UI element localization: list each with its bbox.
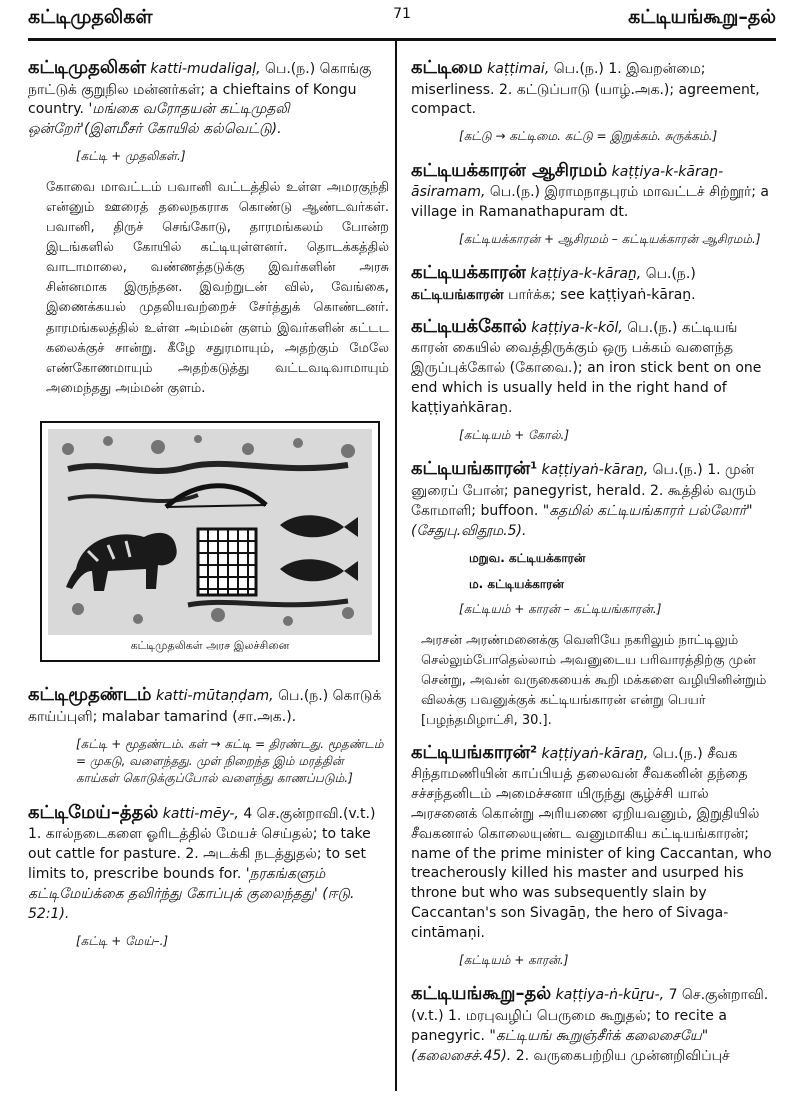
- headword: கட்டியங்காரன்: [411, 741, 531, 763]
- right-column: [397, 41, 776, 1091]
- synonym-line: மறுவ. கட்டியக்காரன்: [469, 551, 586, 566]
- etymology: [கட்டி + மூதண்டம். கள் → கட்டி = திரண்டது. மூதண்டம் = முகடு, வளைந்தது. முள் நிறைந்த இம் மரத்தின் காய்கள் கொடுக்குப்போல் வளைந்து காணப்படும்.]: [76, 736, 384, 786]
- headword: கட்டியக்கோல்: [411, 315, 527, 337]
- etymology: [கட்டி + முதலிகள்.]: [76, 149, 186, 164]
- transliteration: kaṭṭimai,: [487, 61, 550, 77]
- etymology: [கட்டியம் + காரன்.]: [459, 952, 569, 967]
- header-right-guideword: கட்டியங்கூறு–தல்: [628, 6, 776, 28]
- cognate-line: ம. கட்டியக்காரன்: [469, 577, 564, 592]
- transliteration: kaṭṭiya-k-kāraṉ-āsiramam,: [411, 163, 724, 201]
- definition: கட்டியங் காரன் கையில் வைத்திருக்கும் ஒரு பக்கம் வளைந்த இருப்புக்கோல் (கோவை.); an iron stick bent on one end which is usually held in the right hand of kaṭṭiyaṅkāraṉ.: [411, 319, 762, 416]
- homograph-number: 1: [530, 460, 538, 472]
- headword: கட்டிமை: [411, 57, 483, 78]
- headword: கட்டியங்கூறு–தல்: [411, 983, 552, 1005]
- part-of-speech: பெ.(ந.): [553, 61, 604, 77]
- figure-caption: கட்டிமுதலிகள் அரச இலச்சினை: [130, 639, 290, 653]
- part-of-speech: பெ.(ந.): [489, 184, 540, 201]
- entry-kattiyakkaran-asiramam: [411, 158, 776, 223]
- part-of-speech: பெ.(ந.): [652, 745, 703, 762]
- headword: கட்டியங்காரன்: [411, 458, 531, 480]
- etymology: [கட்டி + மேய்–.]: [76, 933, 169, 948]
- headword: கட்டிமேய்–த்தல்: [28, 801, 159, 823]
- definition: 1. இவறன்மை; miserliness. 2. கட்டுப்பாடு (யாழ்.அக.); agreement, compact.: [411, 61, 760, 118]
- definition: 1. முன் னுரைப் போன்; panegyrist, herald. 2. கூத்தில் வரும் கோமாளி; buffoon.: [411, 462, 757, 519]
- entry-kattiyankaran-2: [411, 740, 776, 944]
- citation: "கட்டியங் கூறுஞ்சீர்க் கலைசையே" (கலைசைச்.45).: [411, 1027, 709, 1064]
- entry-kattiyankuru: [411, 981, 776, 1066]
- transliteration: kaṭṭiyaṅ-kāraṉ,: [541, 462, 649, 479]
- entry-katti-mutandam: [28, 682, 389, 727]
- explanatory-note: அரசன் அரண்மனைக்கு வெளியே நகரிலும் நாட்டிலும் செல்லும்போதெல்லாம் அவனுடைய பரிவாரத்திற்கு முன் சென்று, அவன் வருகையைக் கூறி மக்களை வழியினின்றும் விலக்கு பவனுக்குக் கட்டியங்காரன் என்று பெயர் [பழந்தமிழாட்சி, 30.].: [421, 632, 767, 729]
- header-left-guideword: கட்டிமுதலிகள்: [28, 6, 153, 28]
- part-of-speech: பெ.(ந.): [645, 266, 696, 283]
- definition: சீவக சிந்தாமணியின் காப்பியத் தலைவன் சீவகனின் தந்தை சச்சந்தனிடம் அமைச்சனா யிருந்து சூழ்ச்சி யால் அரசனைக் கொன்று அரியணை ஏறியவனும், இறுதியில் சீவகனால் கொலையுண்ட வனுமாகிய கட்டியங்காரன்; name of the prime minister of king Caccantan, who treacherously killed his master and usurped his throne but who was subsequently slain by Caccantan's son Sivagāṉ, the hero of Sivaga-cintāmaṇi.: [411, 745, 772, 942]
- emblem-figure: [40, 421, 380, 662]
- page-header: [28, 0, 776, 41]
- part-of-speech: 7 செ.குன்றாவி.(v.t.): [411, 987, 769, 1024]
- definition: 1. கால்நடைகளை ஓரிடத்தில் மேயச் செய்தல்; to take out cattle for pasture. 2. அடக்கி நடத்துதல்; to set limits to, prescribe bounds for.: [28, 826, 371, 882]
- definition: இராமநாதபுரம் மாவட்டச் சிற்றூர்; a village in Ramanathapuram dt.: [411, 184, 770, 221]
- headword: கட்டியக்காரன் ஆசிரமம்: [411, 159, 608, 181]
- definition-continued: 2. வருகைபற்றிய முன்னறிவிப்புச்: [515, 1047, 730, 1064]
- part-of-speech: பெ.(ந.): [278, 688, 329, 705]
- homograph-number: 2: [530, 743, 538, 755]
- entry-kattiyakkaran: [411, 260, 776, 305]
- entry-kattimai: [411, 55, 776, 120]
- definition: கொடுக் காய்ப்புளி; malabar tamarind (சா.அக.).: [28, 688, 382, 725]
- definition: பார்க்க; see kaṭṭiyaṅ-kāraṉ.: [508, 286, 696, 303]
- definition: கொங்கு நாட்டுக் குறுநில மன்னர்கள்; a chieftains of Kongu country.: [28, 61, 372, 118]
- part-of-speech: பெ.(ந.): [627, 319, 678, 336]
- headword: கட்டியக்காரன்: [411, 262, 526, 284]
- transliteration: kaṭṭiya-k-kōl,: [531, 319, 623, 336]
- citation: "கதமில் கட்டியங்காரர் பல்லோர்" (சேதுபு.விதூம.5).: [411, 502, 753, 539]
- part-of-speech: பெ.(ந.): [652, 462, 703, 479]
- transliteration: kaṭṭiya-ṅ-kūṟu-,: [555, 987, 665, 1004]
- entry-katti-mudaligal: [28, 55, 389, 140]
- etymology: [கட்டியம் + கோல்.]: [459, 427, 570, 442]
- transliteration: kaṭṭiya-k-kāraṉ,: [530, 266, 642, 283]
- citation: 'நரகங்களும் கட்டிமேய்க்கை தவிர்ந்து கோப்புக் குலைந்தது' (ஈடு. 52:1).: [28, 866, 355, 922]
- transliteration: katti-mēy-,: [162, 805, 239, 822]
- etymology: [கட்டு → கட்டிமை. கட்டு = இறுக்கம். சுருக்கம்.]: [459, 129, 718, 144]
- entry-kattiyankaran-1: [411, 456, 776, 541]
- entry-katti-mey: [28, 800, 389, 925]
- left-column: [28, 41, 395, 1091]
- etymology: [கட்டியம் + காரன் – கட்டியங்காரன்.]: [459, 602, 662, 617]
- entry-kattiyakkol: [411, 314, 776, 419]
- transliteration: kaṭṭiyaṅ-kāraṉ,: [541, 745, 649, 762]
- etymology: [கட்டியக்காரன் + ஆசிரமம் – கட்டியக்காரன் ஆசிரமம்.]: [459, 231, 761, 246]
- transliteration: katti-mudaligaḷ,: [150, 61, 261, 77]
- two-column-body: [28, 41, 776, 1091]
- part-of-speech: 4 செ.குன்றாவி.(v.t.): [243, 805, 376, 822]
- page-number: 71: [393, 6, 411, 22]
- part-of-speech: பெ.(ந.): [265, 61, 316, 77]
- transliteration: katti-mūtaṇḍam,: [156, 688, 274, 705]
- citation: 'மங்கை வரோதயன் கட்டிமுதலி ஒன்றேர்'(இளமீசர் கோயில் கல்வெட்டு).: [28, 101, 290, 138]
- explanatory-note: கோவை மாவட்டம் பவானி வட்டத்தில் உள்ள அமரகுந்தி என்னும் ஊரைத் தலைநகராக கொண்டு ஆண்டவர்கள். பவானி, திருச் செங்கோடு, தாரமங்கலம் போன்ற இடங்களில் கோயில் கட்டியுள்ளனர். தொடக்கத்தில் வாடாமாலை, வண்ணத்தடுக்கு இவர்களின் அரசு சின்னமாக இருந்தன. இவற்றுடன் வில், வேங்கை, இணைக்கயல் முதலியவற்றைச் சேர்த்துக் கொண்டனர். தாரமங்கலத்தில் உள்ள அம்மன் குளம் இவர்களின் கட்டட கலைக்குச் சான்று. கீழே சதுரமாயும், அதற்கும் மேலே எண்கோணமாயும் அதற்கடுத்து வட்டவடிவாமாயும் அமைந்தது அம்மன் குளம்.: [46, 179, 390, 396]
- headword: கட்டிமுதலிகள்: [28, 57, 146, 78]
- royal-emblem-illustration: [48, 429, 372, 635]
- definition: 1. மரபுவழிப் பெருமை கூறுதல்; to recite a panegyric.: [411, 1007, 727, 1044]
- cross-reference: கட்டியங்காரன்: [411, 286, 504, 303]
- headword: கட்டிமூதண்டம்: [28, 684, 152, 706]
